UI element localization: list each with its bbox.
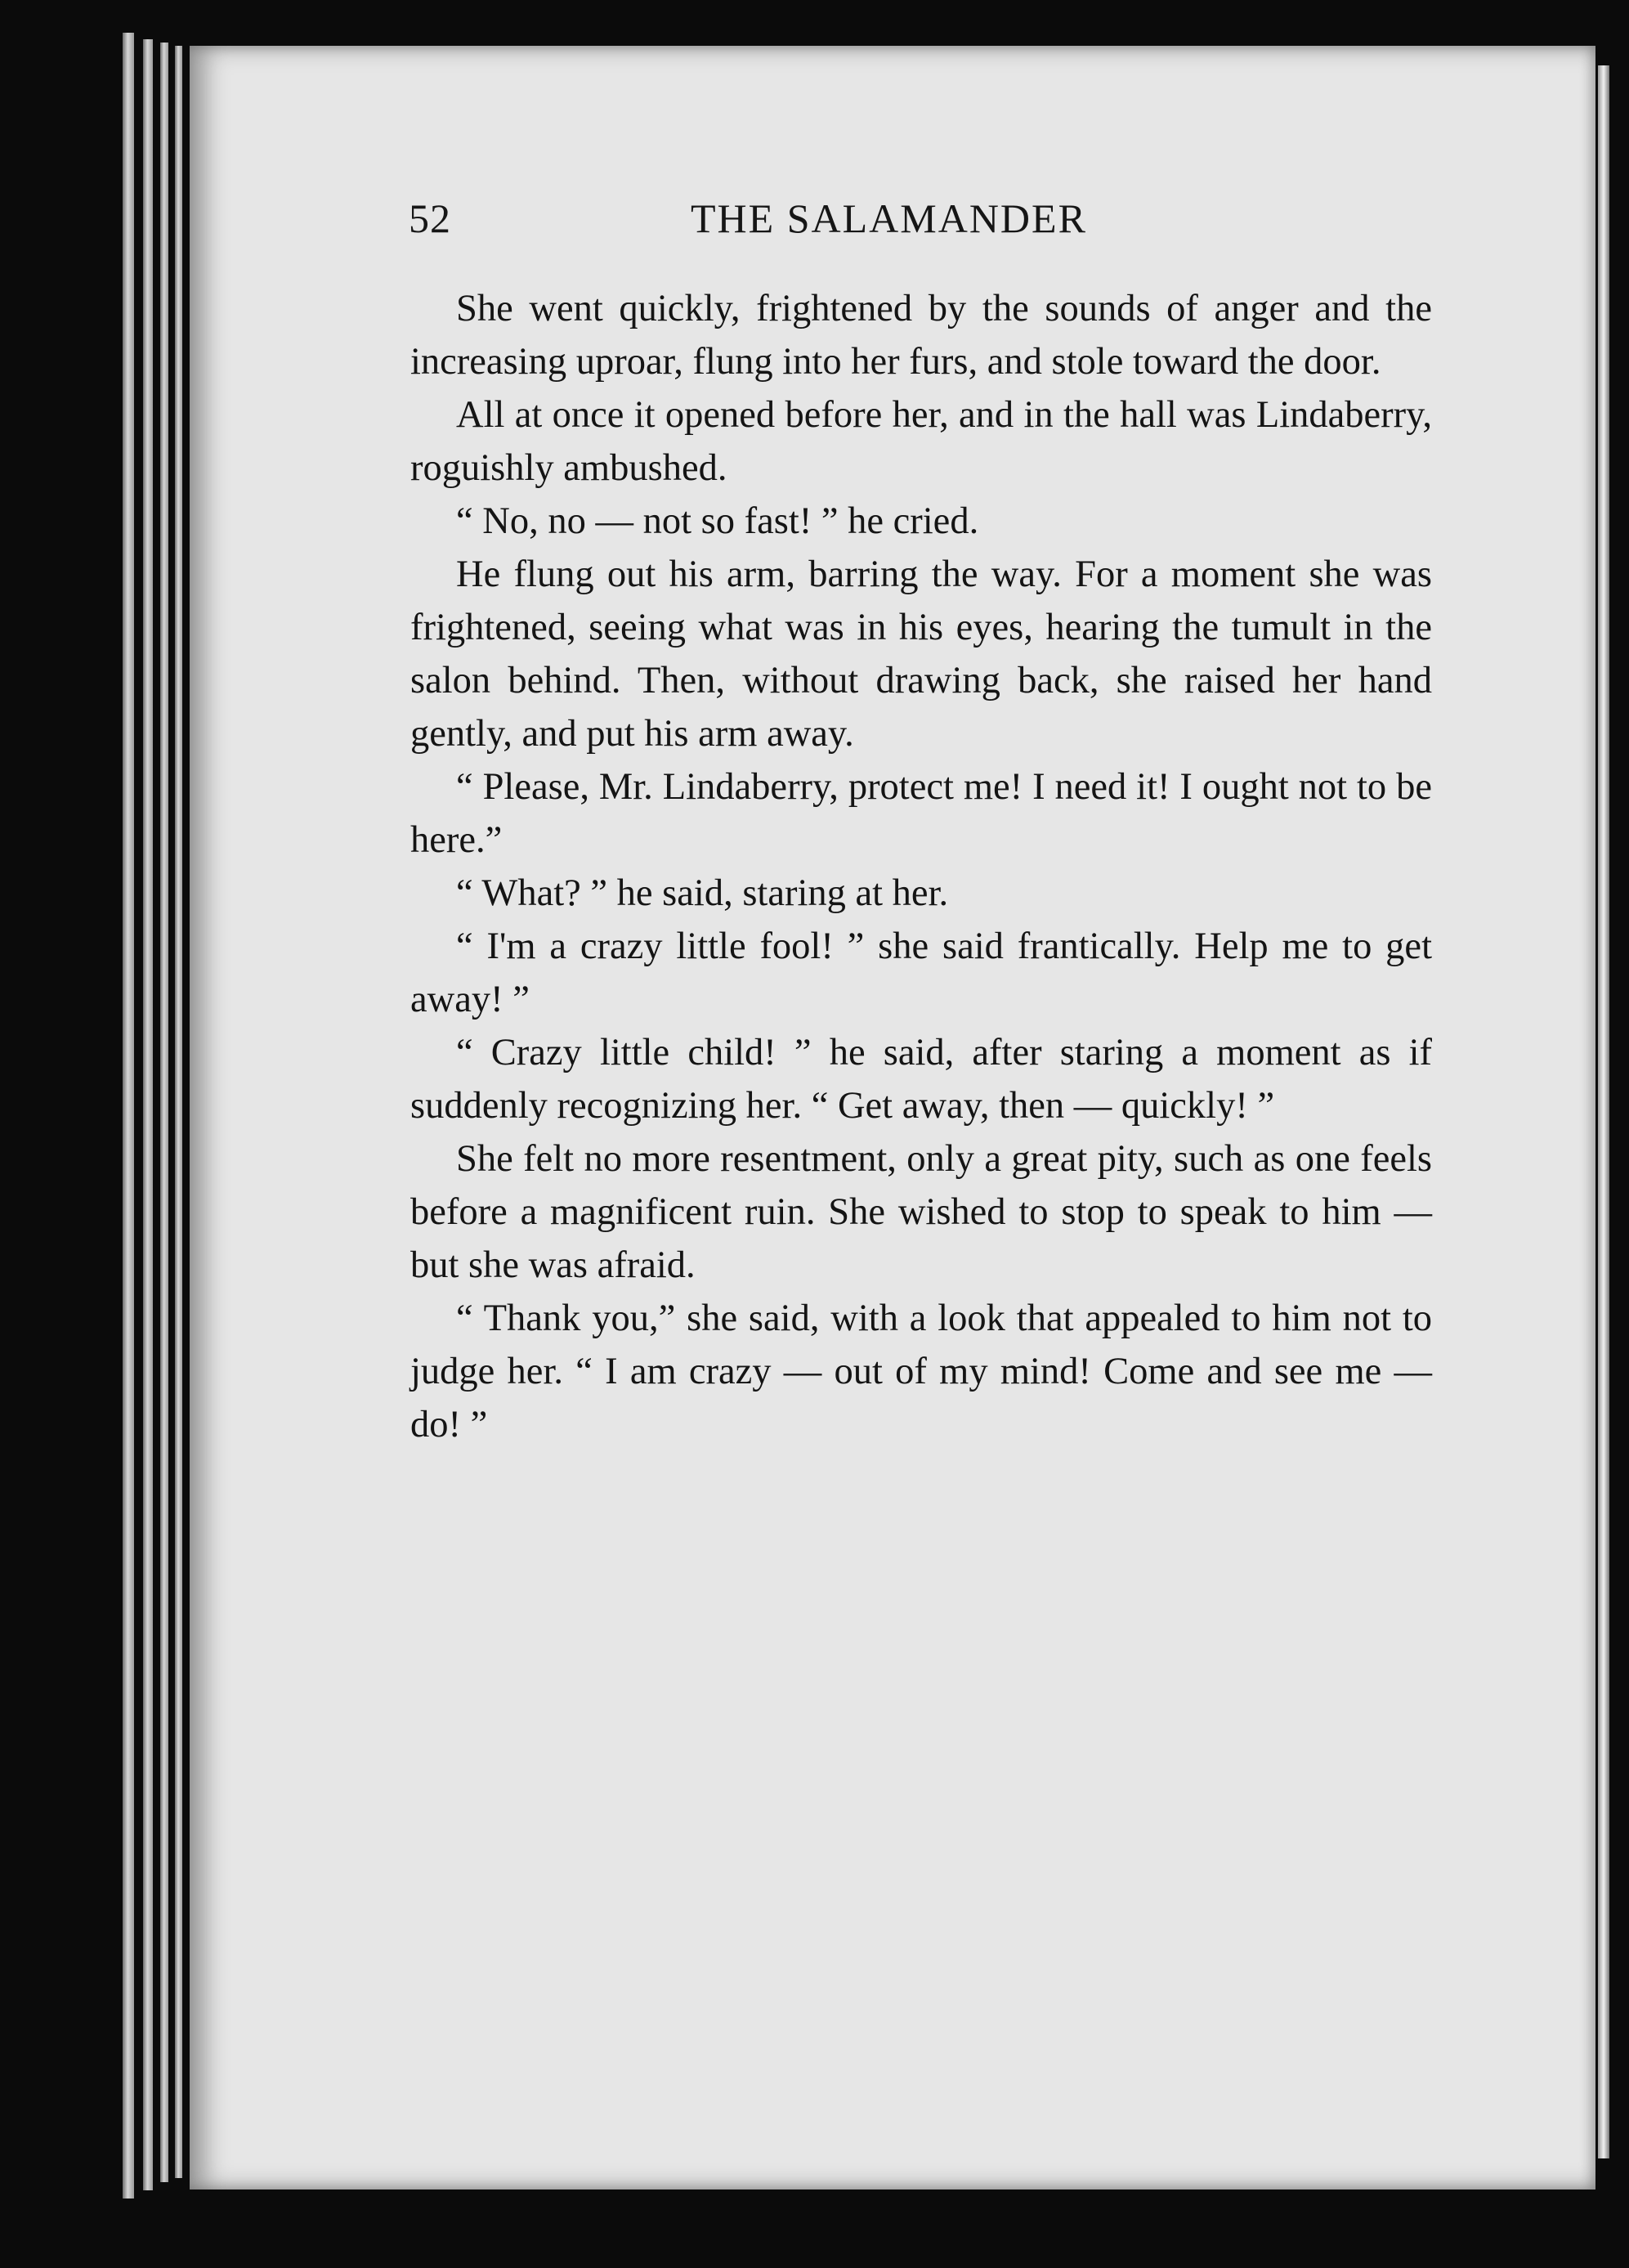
paragraph: He flung out his arm, barring the way. For a moment she was frightened, seeing what was in his eyes, hearing the tumult in the salon behind. Then, without drawing back, she raised her hand gently, and put his arm away. <box>410 554 1432 755</box>
paragraph: She went quickly, frightened by the sounds of anger and the increasing uproar, flung into her furs, and stole toward the door. <box>410 288 1432 383</box>
page-edge <box>175 46 182 2178</box>
paragraph: “ No, no — not so fast! ” he cried. <box>456 500 979 542</box>
paragraph: “ Crazy little child! ” he said, after staring a moment as if suddenly recognizing her. “ Get away, then — quickly! ” <box>410 1032 1432 1127</box>
paragraph: “ Please, Mr. Lindaberry, protect me! I need it! I ought not to be here.” <box>410 766 1432 861</box>
paragraph: All at once it opened before her, and in the hall was Lindaberry, roguishly ambushed. <box>410 394 1432 489</box>
page-edge <box>143 39 153 2190</box>
paragraph: “ What? ” he said, staring at her. <box>456 872 949 914</box>
paragraph: “ Thank you,” she said, with a look that appealed to him not to judge her. “ I am crazy — out of my mind! Come and see me — do! ” <box>410 1298 1432 1446</box>
paragraph: “ I'm a crazy little fool! ” she said frantically. Help me to get away! ” <box>410 926 1432 1020</box>
page-number: 52 <box>409 195 451 241</box>
paragraph: She felt no more resentment, only a great pity, such as one feels before a magnificent ruin. She wished to stop to speak to him — but she was afraid. <box>410 1138 1432 1286</box>
page-edge-right <box>1598 65 1609 2158</box>
running-head: THE SALAMANDER <box>691 195 1087 241</box>
page-header <box>409 195 1434 252</box>
body-text <box>410 282 1432 1451</box>
page-edge <box>123 33 134 2199</box>
page-edge <box>160 43 168 2182</box>
